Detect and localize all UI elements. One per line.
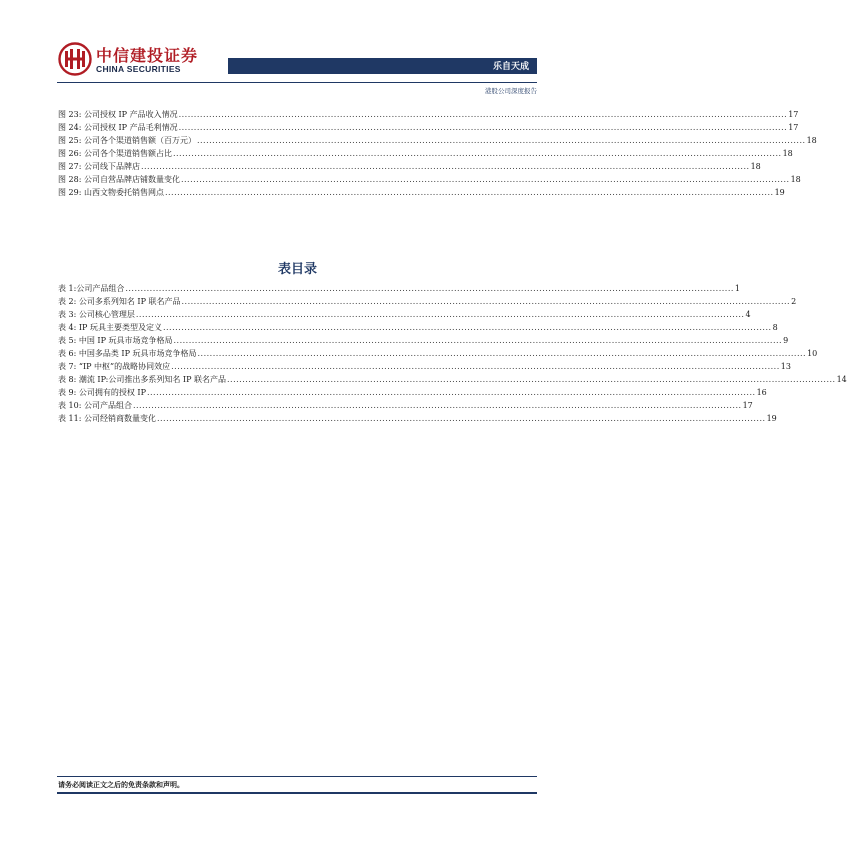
toc-entry-label: 图 23: 公司授权 IP 产品收入情况 bbox=[58, 110, 178, 119]
table-toc-entry[interactable] bbox=[58, 282, 741, 295]
toc-dot-leader: ........................................................................................................................................................................................................ bbox=[164, 188, 774, 197]
table-toc-entry[interactable] bbox=[58, 373, 847, 386]
table-toc-entry[interactable] bbox=[58, 295, 797, 308]
toc-page-number: 13 bbox=[780, 362, 791, 371]
toc-entry-label: 表 2: 公司多系列知名 IP 联名产品 bbox=[58, 297, 181, 306]
footer-disclaimer: 请务必阅读正文之后的免责条款和声明。 bbox=[58, 781, 184, 789]
toc-page-number: 19 bbox=[766, 414, 777, 423]
toc-dot-leader: ........................................................................................................................................................................................................ bbox=[197, 349, 807, 358]
toc-dot-leader: ........................................................................................................................................................................................................ bbox=[227, 375, 836, 384]
toc-entry-label: 图 26: 公司各个渠道销售额占比 bbox=[58, 149, 172, 158]
toc-entry-label: 表 8: 潮流 IP:公司推出多系列知名 IP 联名产品 bbox=[58, 375, 226, 384]
toc-page-number: 2 bbox=[791, 297, 797, 306]
toc-entry-label: 表 4: IP 玩具主要类型及定义 bbox=[58, 323, 162, 332]
figure-toc-entry[interactable] bbox=[58, 186, 785, 199]
toc-dot-leader: ........................................................................................................................................................................................................ bbox=[180, 175, 790, 184]
toc-dot-leader: ........................................................................................................................................................................................................ bbox=[173, 336, 783, 345]
figure-toc-entry[interactable] bbox=[58, 173, 801, 186]
toc-dot-leader: ........................................................................................................................................................................................................ bbox=[146, 388, 756, 397]
toc-dot-leader: ........................................................................................................................................................................................................ bbox=[140, 162, 750, 171]
figure-toc-entry[interactable] bbox=[58, 134, 817, 147]
figure-index-list bbox=[58, 108, 817, 199]
table-toc-entry[interactable] bbox=[58, 321, 778, 334]
toc-dot-leader: ........................................................................................................................................................................................................ bbox=[162, 323, 772, 332]
toc-page-number: 14 bbox=[836, 375, 847, 384]
toc-page-number: 18 bbox=[790, 175, 801, 184]
table-toc-entry[interactable] bbox=[58, 412, 777, 425]
toc-entry-label: 图 24: 公司授权 IP 产品毛利情况 bbox=[58, 123, 178, 132]
toc-entry-label: 表 7: “IP 中枢”的战略协同效应 bbox=[58, 362, 171, 371]
figure-toc-entry[interactable] bbox=[58, 147, 793, 160]
toc-page-number: 9 bbox=[783, 336, 789, 345]
report-type: 港股公司深度报告 bbox=[485, 87, 537, 95]
footer-bottom-rule bbox=[57, 792, 537, 794]
toc-page-number: 8 bbox=[772, 323, 778, 332]
toc-entry-label: 表 10: 公司产品组合 bbox=[58, 401, 132, 410]
table-toc-entry[interactable] bbox=[58, 334, 789, 347]
toc-entry-label: 表 3: 公司核心管理层 bbox=[58, 310, 135, 319]
toc-entry-label: 图 27: 公司线下品牌店 bbox=[58, 162, 140, 171]
toc-dot-leader: ........................................................................................................................................................................................................ bbox=[171, 362, 780, 371]
toc-dot-leader: ........................................................................................................................................................................................................ bbox=[125, 284, 734, 293]
table-toc-entry[interactable] bbox=[58, 347, 818, 360]
china-securities-logo-icon bbox=[58, 42, 92, 76]
toc-page-number: 17 bbox=[788, 123, 799, 132]
toc-entry-label: 表 11: 公司经销商数量变化 bbox=[58, 414, 156, 423]
toc-page-number: 18 bbox=[750, 162, 761, 171]
toc-entry-label: 表 6: 中国多品类 IP 玩具市场竞争格局 bbox=[58, 349, 197, 358]
toc-page-number: 18 bbox=[782, 149, 793, 158]
toc-dot-leader: ........................................................................................................................................................................................................ bbox=[178, 110, 788, 119]
toc-page-number: 16 bbox=[756, 388, 767, 397]
toc-dot-leader: ........................................................................................................................................................................................................ bbox=[132, 401, 742, 410]
toc-page-number: 10 bbox=[807, 349, 818, 358]
header-band bbox=[228, 58, 537, 74]
toc-page-number: 17 bbox=[742, 401, 753, 410]
toc-dot-leader: ........................................................................................................................................................................................................ bbox=[135, 310, 745, 319]
logo-english-name: CHINA SECURITIES bbox=[96, 64, 181, 74]
toc-entry-label: 图 28: 公司自营品牌店铺数量变化 bbox=[58, 175, 180, 184]
table-index-title: 表目录 bbox=[277, 262, 317, 277]
table-index-list bbox=[58, 282, 847, 425]
footer-divider bbox=[57, 776, 537, 777]
toc-page-number: 4 bbox=[745, 310, 751, 319]
toc-entry-label: 图 29: 山西文物委托销售网点 bbox=[58, 188, 164, 197]
figure-toc-entry[interactable] bbox=[58, 160, 761, 173]
toc-entry-label: 表 1:公司产品组合 bbox=[58, 284, 125, 293]
toc-page-number: 18 bbox=[806, 136, 817, 145]
figure-toc-entry[interactable] bbox=[58, 121, 799, 134]
company-logo bbox=[58, 42, 208, 78]
toc-page-number: 17 bbox=[788, 110, 799, 119]
table-toc-entry[interactable] bbox=[58, 308, 751, 321]
toc-entry-label: 表 5: 中国 IP 玩具市场竞争格局 bbox=[58, 336, 173, 345]
toc-dot-leader: ........................................................................................................................................................................................................ bbox=[178, 123, 788, 132]
toc-entry-label: 表 9: 公司拥有的授权 IP bbox=[58, 388, 146, 397]
logo-chinese-name: 中信建投证券 bbox=[96, 46, 199, 65]
toc-page-number: 1 bbox=[734, 284, 741, 293]
table-toc-entry[interactable] bbox=[58, 399, 753, 412]
figure-toc-entry[interactable] bbox=[58, 108, 799, 121]
toc-dot-leader: ........................................................................................................................................................................................................ bbox=[181, 297, 791, 306]
table-toc-entry[interactable] bbox=[58, 386, 767, 399]
header-divider bbox=[57, 82, 537, 83]
toc-entry-label: 图 25: 公司各个渠道销售额（百万元） bbox=[58, 136, 196, 145]
toc-dot-leader: ........................................................................................................................................................................................................ bbox=[172, 149, 782, 158]
toc-page-number: 19 bbox=[774, 188, 785, 197]
company-name: 乐自天成 bbox=[492, 62, 529, 72]
toc-dot-leader: ........................................................................................................................................................................................................ bbox=[156, 414, 766, 423]
toc-dot-leader: ........................................................................................................................................................................................................ bbox=[196, 136, 806, 145]
table-toc-entry[interactable] bbox=[58, 360, 791, 373]
